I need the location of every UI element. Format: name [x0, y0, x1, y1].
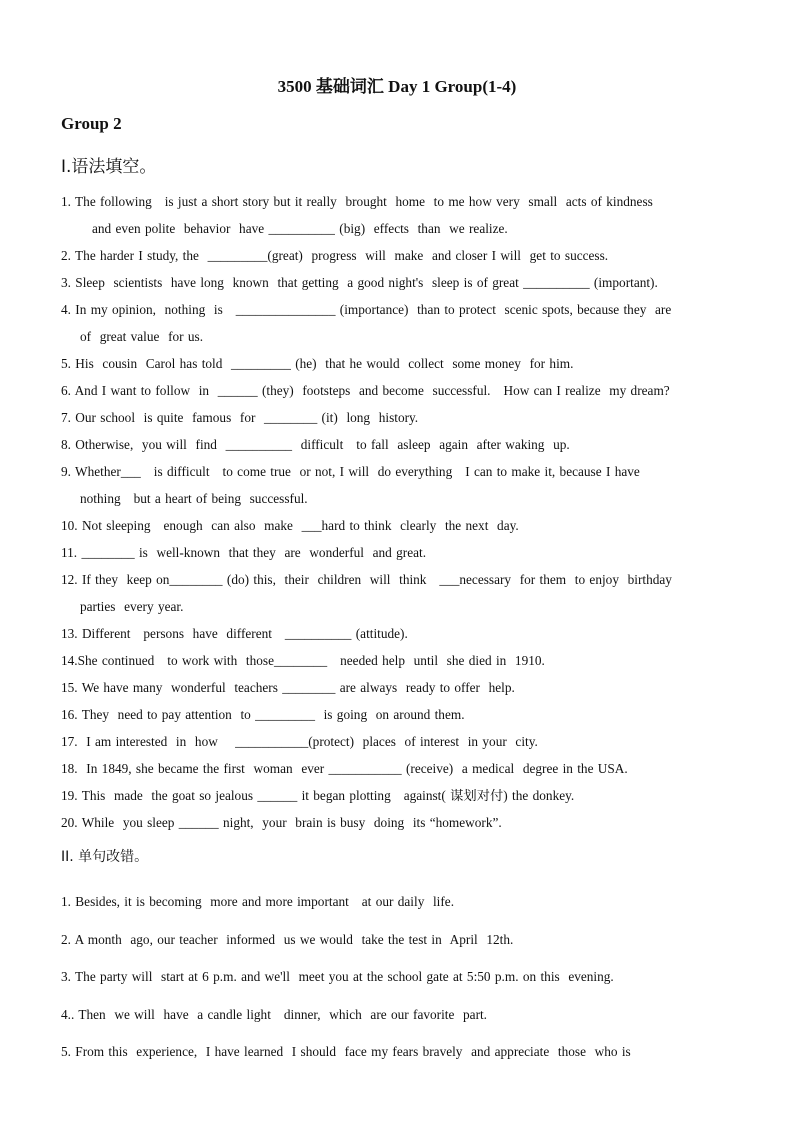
- question-text: 4. In my opinion, nothing is _______________ (importance) than to protect scenic spots, because they are: [61, 302, 672, 317]
- question-item: [61, 566, 731, 620]
- question-text-continuation: and even polite behavior have __________ (big) effects than we realize.: [92, 221, 508, 236]
- question-item: [61, 809, 731, 836]
- question-text: 11. ________ is well-known that they are wonderful and great.: [61, 545, 427, 560]
- question-item: [61, 296, 731, 350]
- question-item: [61, 512, 731, 539]
- question-text: 5. His cousin Carol has told _________ (he) that he would collect some money for him.: [61, 356, 574, 371]
- question-text: 8. Otherwise, you will find __________ difficult to fall asleep again after waking up.: [61, 437, 570, 452]
- question-item: [61, 755, 731, 782]
- question-text-continuation: nothing but a heart of being successful.: [80, 491, 308, 506]
- question-item: [61, 728, 731, 755]
- correction-item: 2. A month ago, our teacher informed us we would take the test in April 12th.: [61, 931, 514, 947]
- question-text: 15. We have many wonderful teachers ________ are always ready to offer help.: [61, 680, 515, 695]
- question-item: [61, 431, 731, 458]
- question-text-continuation: of great value for us.: [80, 329, 204, 344]
- question-text: 16. They need to pay attention to _________ is going on around them.: [61, 707, 465, 722]
- question-text: 20. While you sleep ______ night, your brain is busy doing its “homework”.: [61, 815, 502, 830]
- fill-blank-list: [61, 188, 731, 836]
- question-item: [61, 377, 731, 404]
- question-text: 3. Sleep scientists have long known that getting a good night's sleep is of great __________ (important).: [61, 275, 658, 290]
- page-title: 3500 基础词汇 Day 1 Group(1-4): [277, 77, 517, 96]
- correction-item: 5. From this experience, I have learned I should face my fears bravely and appreciate those who is: [61, 1044, 631, 1059]
- section-heading-corrections: II. 单句改错。: [61, 849, 149, 865]
- question-item: [61, 620, 731, 647]
- question-item: [61, 350, 731, 377]
- section-heading-fill-blanks: I.语法填空。: [61, 157, 157, 177]
- question-item: [61, 269, 731, 296]
- question-text: 13. Different persons have different __________ (attitude).: [61, 626, 408, 641]
- question-text-continuation: parties every year.: [80, 599, 184, 614]
- question-item: [61, 404, 731, 431]
- question-text: 14.She continued to work with those________ needed help until she died in 1910.: [61, 653, 545, 668]
- question-item: [61, 188, 731, 242]
- question-text: 7. Our school is quite famous for ________ (it) long history.: [61, 410, 419, 425]
- question-text: 9. Whether___ is difficult to come true or not, I will do everything I can to make it, because I have: [61, 464, 640, 479]
- correction-list: [61, 883, 731, 1071]
- question-text: 12. If they keep on________ (do) this, their children will think ___necessary for them to enjoy birthday: [61, 572, 672, 587]
- correction-item: 3. The party will start at 6 p.m. and we'll meet you at the school gate at 5:50 p.m. on this evening.: [61, 969, 614, 984]
- correction-item: 1. Besides, it is becoming more and more important at our daily life.: [61, 894, 455, 909]
- question-text: 2. The harder I study, the _________(great) progress will make and closer I will get to success.: [61, 248, 609, 263]
- question-item: [61, 674, 731, 701]
- group-heading: Group 2: [61, 114, 122, 133]
- question-text: 18. In 1849, she became the first woman ever ___________ (receive) a medical degree in the USA.: [61, 761, 628, 776]
- correction-item: 4.. Then we will have a candle light dinner, which are our favorite part.: [61, 1006, 488, 1022]
- question-item: [61, 782, 731, 809]
- question-item: [61, 242, 731, 269]
- question-item: [61, 647, 731, 674]
- question-item: [61, 458, 731, 512]
- question-item: [61, 539, 731, 566]
- question-text: 6. And I want to follow in ______ (they) footsteps and become successful. How can I realize my dream?: [61, 383, 670, 398]
- question-text: 1. The following is just a short story but it really brought home to me how very small acts of kindness: [61, 194, 653, 209]
- question-text: 19. This made the goat so jealous ______ it began plotting against( 谋划对付) the donkey.: [61, 788, 575, 803]
- question-text: 10. Not sleeping enough can also make ___hard to think clearly the next day.: [61, 518, 519, 533]
- question-item: [61, 701, 731, 728]
- question-text: 17. I am interested in how ___________(protect) places of interest in your city.: [61, 734, 538, 749]
